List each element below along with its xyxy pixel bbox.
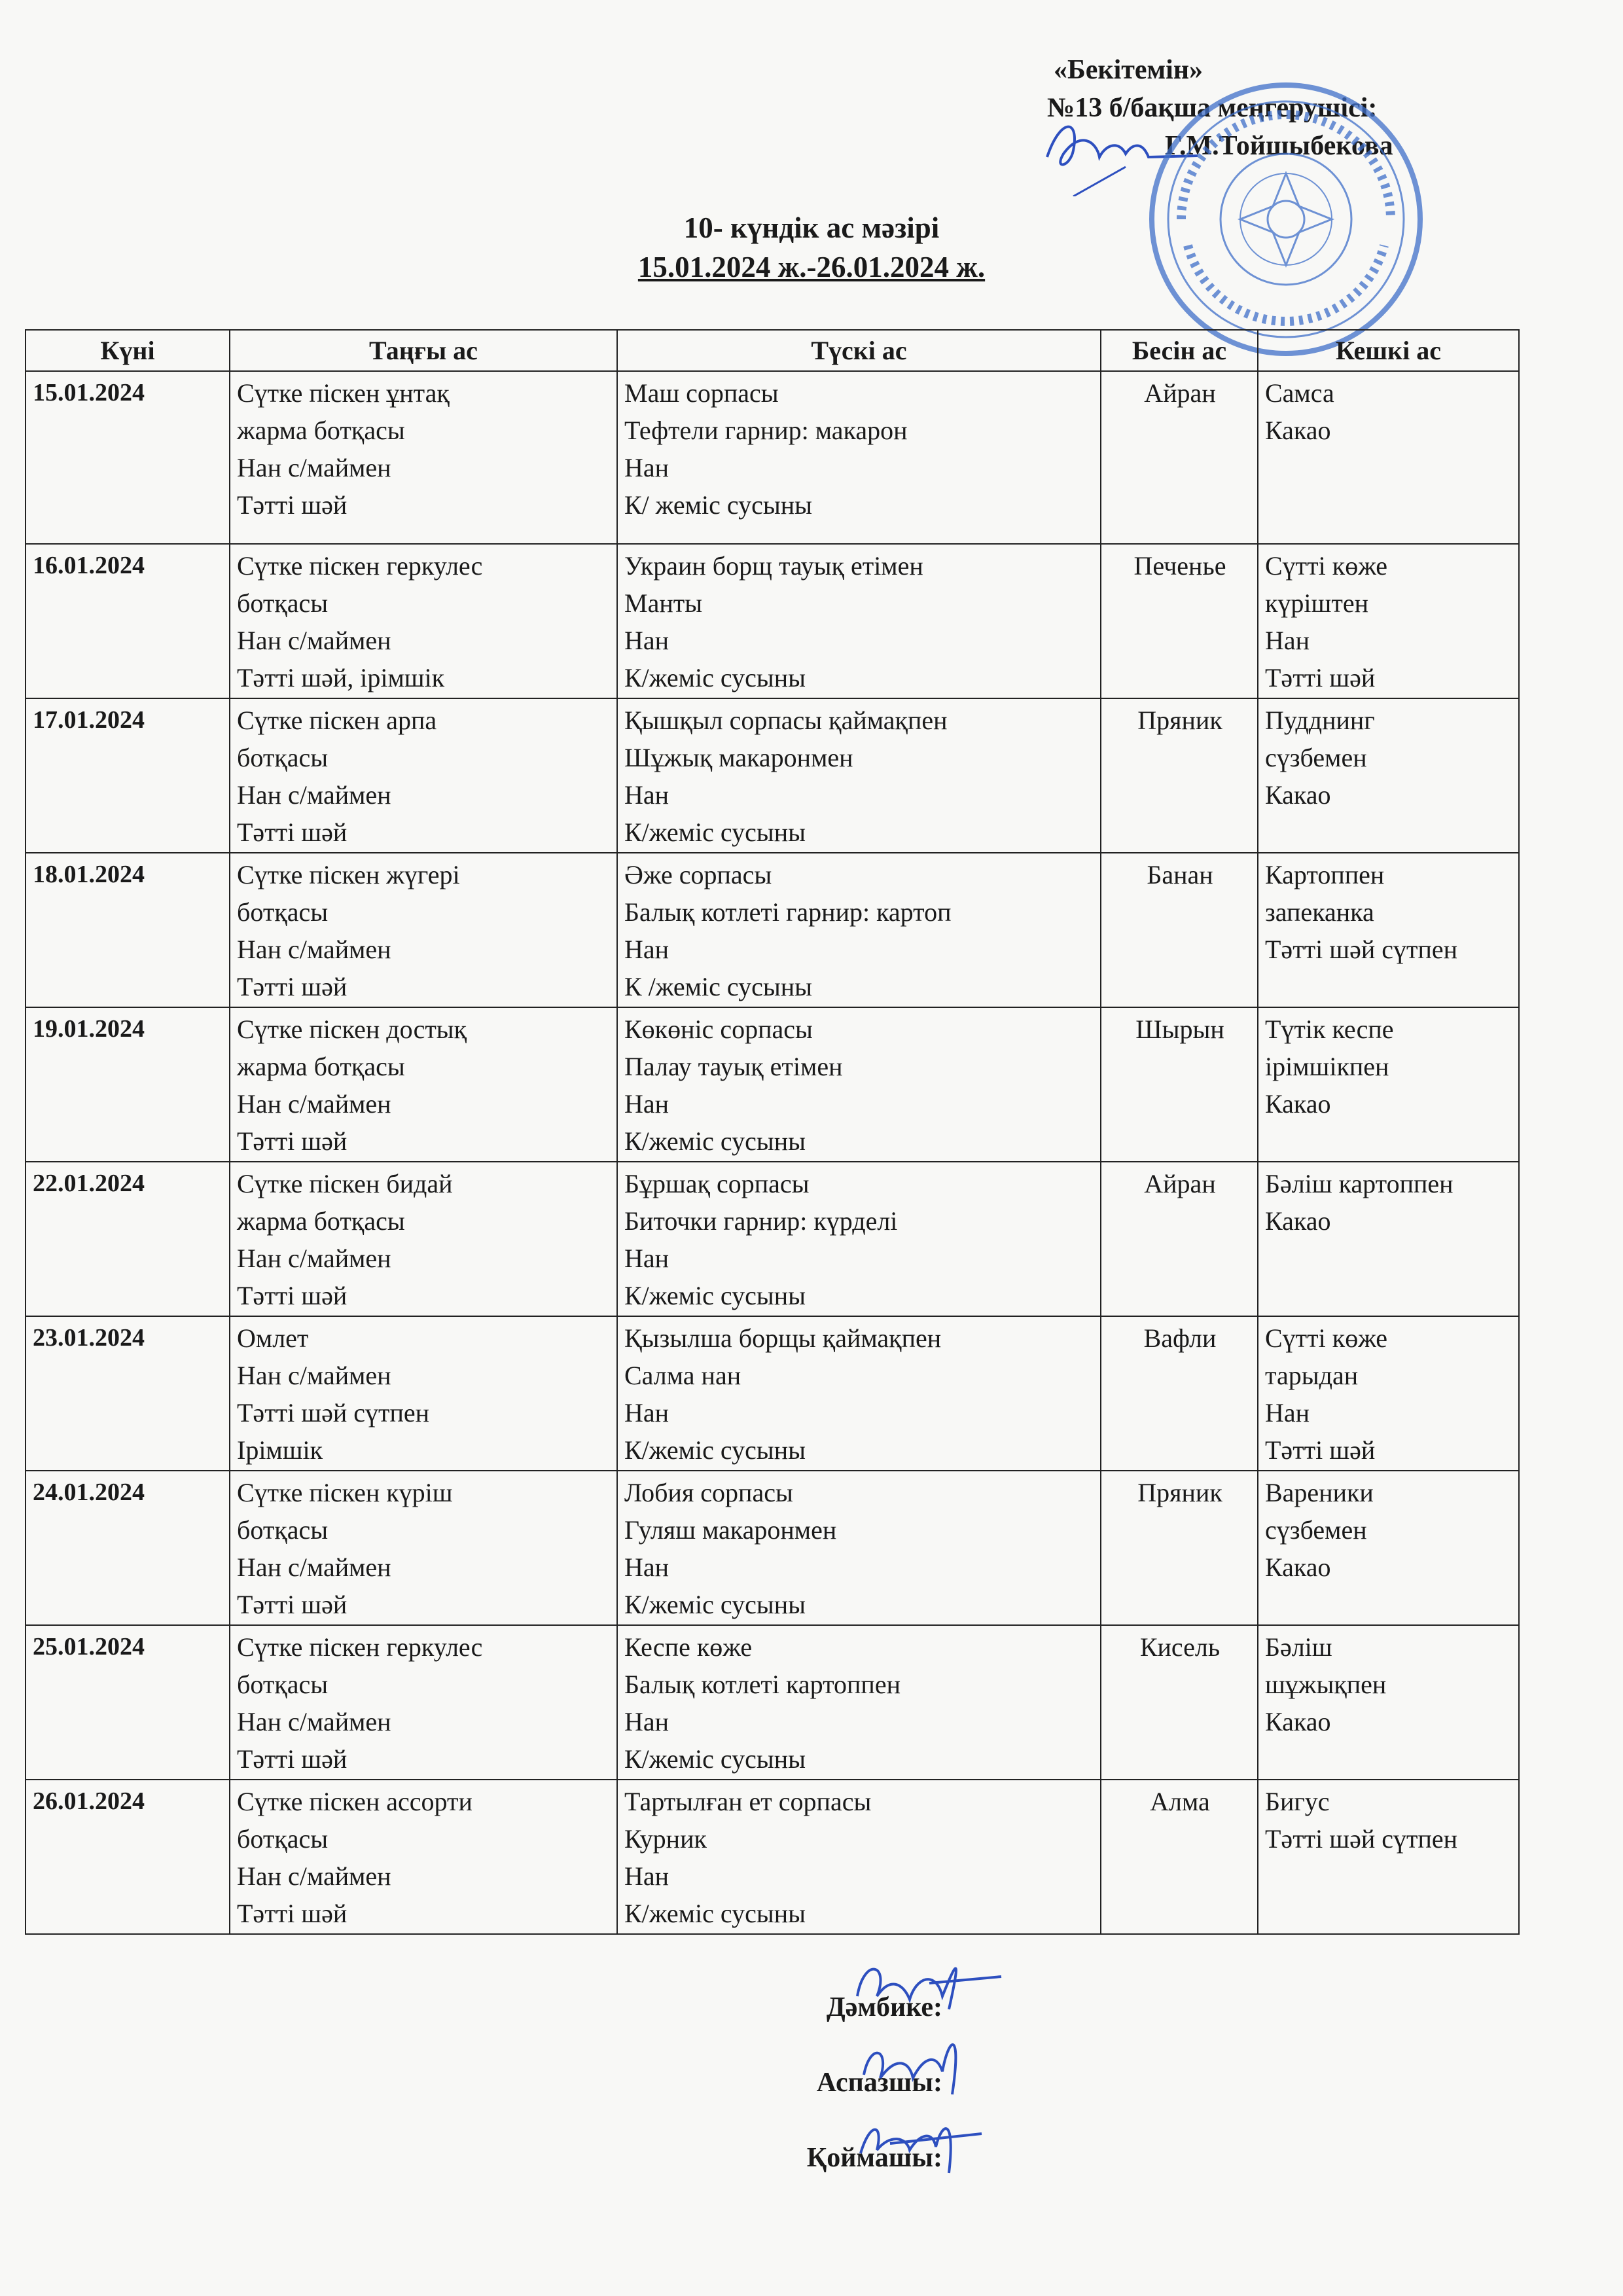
breakfast-item: жарма ботқасы — [237, 1206, 405, 1236]
dinner-cell — [1258, 1471, 1519, 1625]
dinner-item: Нан — [1265, 626, 1310, 655]
snack-cell: Айран — [1101, 371, 1258, 544]
lunch-item: К/жеміс сусыны — [624, 1590, 806, 1619]
lunch-item: Балық котлеті картоппен — [624, 1670, 901, 1699]
breakfast-cell — [230, 1007, 617, 1162]
breakfast-cell — [230, 544, 617, 698]
breakfast-item: ботқасы — [237, 1515, 329, 1545]
dinner-item: сүзбемен — [1265, 743, 1367, 772]
lunch-item: Палау тауық етімен — [624, 1052, 843, 1081]
menu-table — [25, 329, 1520, 1935]
snack-cell: Пряник — [1101, 1471, 1258, 1625]
menu-row — [26, 371, 1519, 544]
menu-row — [26, 1162, 1519, 1316]
breakfast-item: Сүтке піскен арпа — [237, 706, 437, 735]
menu-period: 15.01.2024 ж.-26.01.2024 ж. — [637, 251, 986, 283]
breakfast-cell — [230, 1316, 617, 1471]
snack-cell: Банан — [1101, 853, 1258, 1007]
date-cell: 16.01.2024 — [26, 544, 230, 698]
dinner-item: Пудднинг — [1265, 706, 1375, 735]
header-dinner: Кешкі ас — [1258, 330, 1519, 371]
lunch-item: К/жеміс сусыны — [624, 1899, 806, 1928]
dinner-item: тарыдан — [1265, 1361, 1359, 1390]
date-cell: 23.01.2024 — [26, 1316, 230, 1471]
dinner-item: Вареники — [1265, 1478, 1374, 1507]
lunch-item: К/жеміс сусыны — [624, 1435, 806, 1465]
breakfast-item: жарма ботқасы — [237, 1052, 405, 1081]
breakfast-cell — [230, 1780, 617, 1934]
dinner-item: Какао — [1265, 780, 1331, 810]
lunch-item: Украин борщ тауық етімен — [624, 551, 923, 581]
lunch-item: Тефтели гарнир: макарон — [624, 416, 908, 445]
dinner-cell — [1258, 1162, 1519, 1316]
menu-title: 10- күндік ас мәзірі — [683, 211, 940, 244]
date-cell: 24.01.2024 — [26, 1471, 230, 1625]
breakfast-item: Тәтті шәй — [237, 1590, 348, 1619]
lunch-item: Нан — [624, 1861, 669, 1891]
dinner-item: Какао — [1265, 1552, 1331, 1582]
breakfast-item: ботқасы — [237, 588, 329, 618]
lunch-item: Қышқыл сорпасы қаймақпен — [624, 706, 948, 735]
breakfast-item: жарма ботқасы — [237, 416, 405, 445]
snack-cell: Шырын — [1101, 1007, 1258, 1162]
breakfast-item: Нан с/маймен — [237, 1089, 391, 1119]
dinner-item: Бәліш картоппен — [1265, 1169, 1454, 1198]
lunch-item: Нан — [624, 626, 669, 655]
breakfast-cell — [230, 1471, 617, 1625]
dinner-item: Какао — [1265, 416, 1331, 445]
dinner-item: ірімшікпен — [1265, 1052, 1389, 1081]
breakfast-item: ботқасы — [237, 743, 329, 772]
header-snack: Бесін ас — [1101, 330, 1258, 371]
snack-cell: Пряник — [1101, 698, 1258, 853]
lunch-item: Тартылған ет сорпасы — [624, 1787, 872, 1816]
lunch-item: Биточки гарнир: күрделі — [624, 1206, 898, 1236]
breakfast-cell — [230, 1625, 617, 1780]
lunch-cell — [617, 853, 1101, 1007]
lunch-item: Салма нан — [624, 1361, 741, 1390]
lunch-item: Манты — [624, 588, 703, 618]
dinner-item: Какао — [1265, 1707, 1331, 1736]
breakfast-item: Тәтті шәй — [237, 972, 348, 1001]
dinner-item: шұжықпен — [1265, 1670, 1387, 1699]
breakfast-item: Нан с/маймен — [237, 935, 391, 964]
lunch-item: К /жеміс сусыны — [624, 972, 812, 1001]
snack-cell: Печенье — [1101, 544, 1258, 698]
lunch-item: Қызылша борщы қаймақпен — [624, 1323, 942, 1353]
date-cell: 17.01.2024 — [26, 698, 230, 853]
dinner-item: Сүтті көже — [1265, 551, 1388, 581]
snack-cell: Алма — [1101, 1780, 1258, 1934]
breakfast-cell — [230, 853, 617, 1007]
breakfast-item: Нан с/маймен — [237, 1361, 391, 1390]
header-date: Күні — [26, 330, 230, 371]
lunch-item: Бұршақ сорпасы — [624, 1169, 810, 1198]
lunch-item: К/ жеміс сусыны — [624, 490, 812, 520]
dinner-item: Картоппен — [1265, 860, 1385, 889]
menu-row — [26, 1780, 1519, 1934]
date-cell: 25.01.2024 — [26, 1625, 230, 1780]
approval-title: «Бекітемін» — [1054, 55, 1204, 85]
lunch-cell — [617, 1162, 1101, 1316]
breakfast-item: Тәтті шәй — [237, 490, 348, 520]
signature-label-cook: Аспазшы: — [816, 2068, 942, 2098]
breakfast-item: Сүтке піскен достық — [237, 1014, 467, 1044]
lunch-item: К/жеміс сусыны — [624, 1744, 806, 1774]
menu-row — [26, 853, 1519, 1007]
breakfast-item: Нан с/маймен — [237, 626, 391, 655]
dinner-cell — [1258, 371, 1519, 544]
lunch-item: К/жеміс сусыны — [624, 1126, 806, 1156]
lunch-item: Кеспе көже — [624, 1632, 753, 1662]
dinner-cell — [1258, 1007, 1519, 1162]
breakfast-item: Нан с/маймен — [237, 453, 391, 482]
menu-row — [26, 1316, 1519, 1471]
date-cell: 18.01.2024 — [26, 853, 230, 1007]
breakfast-item: Нан с/маймен — [237, 1552, 391, 1582]
dinner-item: Сүтті көже — [1265, 1323, 1388, 1353]
breakfast-item: Тәтті шәй сүтпен — [237, 1398, 430, 1427]
lunch-item: Нан — [624, 1707, 669, 1736]
breakfast-cell — [230, 698, 617, 853]
breakfast-item: Сүтке піскен ассорти — [237, 1787, 473, 1816]
breakfast-item: Тәтті шәй — [237, 817, 348, 847]
dinner-item: Нан — [1265, 1398, 1310, 1427]
breakfast-cell — [230, 371, 617, 544]
lunch-cell — [617, 544, 1101, 698]
document-title — [0, 208, 1623, 287]
snack-cell: Айран — [1101, 1162, 1258, 1316]
lunch-item: Нан — [624, 1244, 669, 1273]
lunch-item: Көкөніс сорпасы — [624, 1014, 813, 1044]
dinner-item: запеканка — [1265, 897, 1374, 927]
signature-label-storekeeper: Қоймашы: — [806, 2143, 942, 2173]
lunch-item: Маш сорпасы — [624, 378, 779, 408]
breakfast-item: Сүтке піскен ұнтақ — [237, 378, 450, 408]
dinner-cell — [1258, 544, 1519, 698]
menu-row — [26, 1625, 1519, 1780]
breakfast-item: Тәтті шәй, ірімшік — [237, 663, 445, 692]
lunch-item: Нан — [624, 453, 669, 482]
dinner-item: Тәтті шәй сүтпен — [1265, 935, 1458, 964]
approval-position: №13 б/бақша меңгерушісі: — [1047, 93, 1378, 123]
lunch-item: Шұжық макаронмен — [624, 743, 853, 772]
breakfast-item: ботқасы — [237, 1670, 329, 1699]
date-cell: 22.01.2024 — [26, 1162, 230, 1316]
breakfast-item: Тәтті шәй — [237, 1126, 348, 1156]
lunch-cell — [617, 1471, 1101, 1625]
header-breakfast: Таңғы ас — [230, 330, 617, 371]
dinner-item: Түтік кеспе — [1265, 1014, 1394, 1044]
lunch-item: Курник — [624, 1824, 707, 1854]
breakfast-item: Тәтті шәй — [237, 1744, 348, 1774]
lunch-item: Нан — [624, 1398, 669, 1427]
breakfast-item: Омлет — [237, 1323, 309, 1353]
dinner-cell — [1258, 698, 1519, 853]
breakfast-cell — [230, 1162, 617, 1316]
lunch-cell — [617, 1625, 1101, 1780]
table-header-row — [26, 330, 1519, 371]
menu-row — [26, 1471, 1519, 1625]
lunch-item: Лобия сорпасы — [624, 1478, 793, 1507]
dinner-cell — [1258, 853, 1519, 1007]
lunch-item: Нан — [624, 1089, 669, 1119]
lunch-item: Нан — [624, 780, 669, 810]
menu-row — [26, 698, 1519, 853]
lunch-item: Нан — [624, 1552, 669, 1582]
dinner-item: Самса — [1265, 378, 1334, 408]
signature-label-nurse: Дәмбике: — [826, 1992, 942, 2022]
lunch-cell — [617, 1007, 1101, 1162]
date-cell: 19.01.2024 — [26, 1007, 230, 1162]
lunch-item: К/жеміс сусыны — [624, 817, 806, 847]
breakfast-item: ботқасы — [237, 897, 329, 927]
lunch-item: Әже сорпасы — [624, 860, 772, 889]
lunch-item: Гуляш макаронмен — [624, 1515, 837, 1545]
lunch-cell — [617, 698, 1101, 853]
snack-cell: Кисель — [1101, 1625, 1258, 1780]
approval-name: Г.М.Тойшыбекова — [1165, 131, 1393, 161]
breakfast-item: Нан с/маймен — [237, 1244, 391, 1273]
breakfast-item: ботқасы — [237, 1824, 329, 1854]
dinner-cell — [1258, 1625, 1519, 1780]
lunch-item: К/жеміс сусыны — [624, 663, 806, 692]
dinner-item: сүзбемен — [1265, 1515, 1367, 1545]
breakfast-item: Ірімшік — [237, 1435, 323, 1465]
lunch-item: Балық котлеті гарнир: картоп — [624, 897, 952, 927]
menu-row — [26, 1007, 1519, 1162]
lunch-item: К/жеміс сусыны — [624, 1281, 806, 1310]
dinner-cell — [1258, 1316, 1519, 1471]
date-cell: 26.01.2024 — [26, 1780, 230, 1934]
header-lunch: Түскі ас — [617, 330, 1101, 371]
snack-cell: Вафли — [1101, 1316, 1258, 1471]
breakfast-item: Нан с/маймен — [237, 1707, 391, 1736]
breakfast-item: Тәтті шәй — [237, 1281, 348, 1310]
lunch-cell — [617, 371, 1101, 544]
dinner-cell — [1258, 1780, 1519, 1934]
breakfast-item: Тәтті шәй — [237, 1899, 348, 1928]
breakfast-item: Сүтке піскен геркулес — [237, 1632, 483, 1662]
date-cell: 15.01.2024 — [26, 371, 230, 544]
breakfast-item: Сүтке піскен геркулес — [237, 551, 483, 581]
breakfast-item: Нан с/маймен — [237, 1861, 391, 1891]
dinner-item: Бигус — [1265, 1787, 1330, 1816]
breakfast-item: Сүтке піскен жүгері — [237, 860, 460, 889]
lunch-cell — [617, 1780, 1101, 1934]
dinner-item: күріштен — [1265, 588, 1368, 618]
dinner-item: Какао — [1265, 1089, 1331, 1119]
breakfast-item: Нан с/маймен — [237, 780, 391, 810]
dinner-item: Бәліш — [1265, 1632, 1332, 1662]
lunch-item: Нан — [624, 935, 669, 964]
staff-signatures-icon — [851, 1937, 1021, 2186]
dinner-item: Тәтті шәй — [1265, 1435, 1376, 1465]
breakfast-item: Сүтке піскен бидай — [237, 1169, 453, 1198]
lunch-cell — [617, 1316, 1101, 1471]
menu-row — [26, 544, 1519, 698]
dinner-item: Тәтті шәй — [1265, 663, 1376, 692]
breakfast-item: Сүтке піскен күріш — [237, 1478, 453, 1507]
dinner-item: Какао — [1265, 1206, 1331, 1236]
dinner-item: Тәтті шәй сүтпен — [1265, 1824, 1458, 1854]
